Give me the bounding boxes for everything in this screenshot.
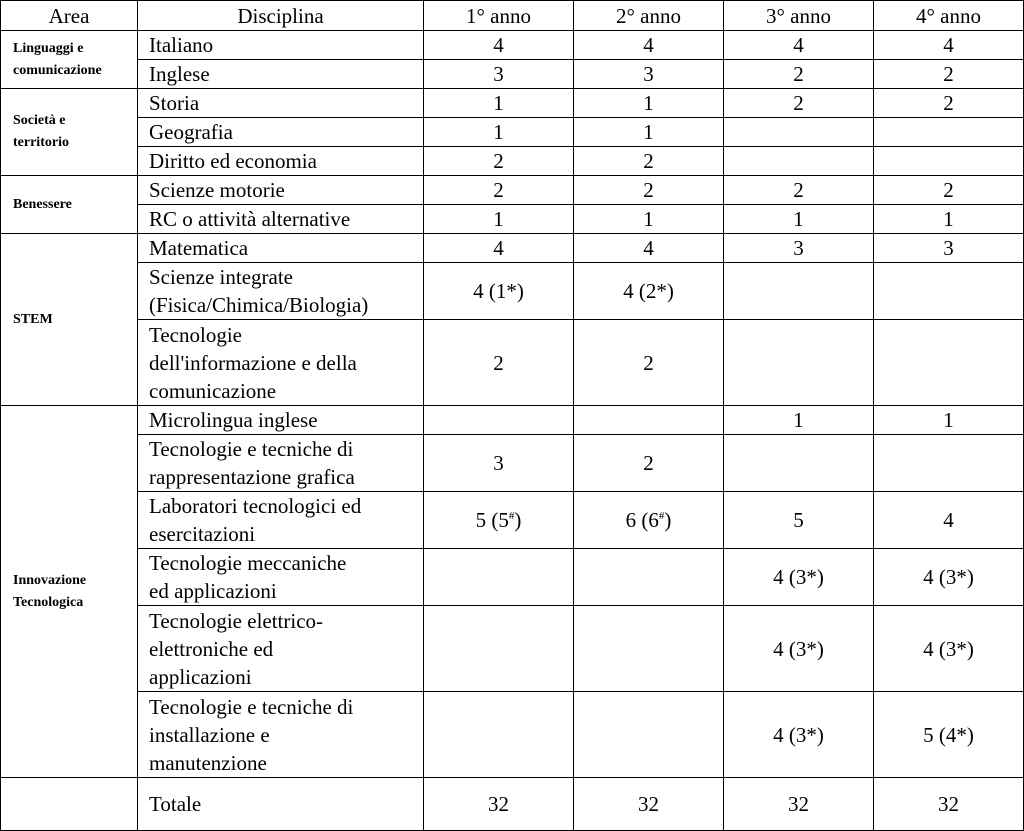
disciplina-cell bbox=[138, 31, 424, 60]
ore-anno-2 bbox=[574, 549, 724, 606]
area-innovazione-tecnologica bbox=[1, 406, 138, 778]
disciplina-line: Tecnologie bbox=[149, 322, 242, 347]
area-label-line: territorio bbox=[13, 135, 69, 150]
disciplina-cell bbox=[138, 492, 424, 549]
total-anno-3: 32 bbox=[724, 778, 874, 831]
disciplina-cell bbox=[138, 147, 424, 176]
ore-anno-4 bbox=[874, 147, 1024, 176]
header-row bbox=[1, 1, 1024, 31]
ore-anno-1: 2 bbox=[424, 147, 574, 176]
disciplina-cell bbox=[138, 234, 424, 263]
disciplina-line: Tecnologie e tecniche di bbox=[149, 437, 354, 461]
total-anno-2: 32 bbox=[574, 778, 724, 831]
disciplina-line: Geografia bbox=[149, 120, 233, 144]
ore-anno-3 bbox=[724, 320, 874, 406]
table-row bbox=[1, 205, 1024, 234]
table-row bbox=[1, 60, 1024, 89]
ore-anno-4: 5 (4*) bbox=[874, 692, 1024, 778]
ore-anno-4: 4 (3*) bbox=[874, 606, 1024, 692]
header-disciplina: Disciplina bbox=[138, 1, 424, 31]
ore-anno-4: 3 bbox=[874, 234, 1024, 263]
area-label-line: Innovazione bbox=[13, 572, 87, 588]
disciplina-cell bbox=[138, 89, 424, 118]
table-row bbox=[1, 320, 1024, 406]
ore-anno-2: 2 bbox=[574, 147, 724, 176]
ore-anno-2: 2 bbox=[574, 435, 724, 492]
disciplina-cell bbox=[138, 60, 424, 89]
disciplina-line: Storia bbox=[149, 91, 200, 115]
disciplina-cell bbox=[138, 118, 424, 147]
ore-anno-4 bbox=[874, 435, 1024, 492]
ore-anno-2 bbox=[574, 692, 724, 778]
disciplina-line: Tecnologie elettrico- bbox=[149, 608, 324, 633]
disciplina-cell bbox=[138, 320, 424, 406]
header-anno-1: 1° anno bbox=[424, 1, 574, 31]
table-row bbox=[1, 406, 1024, 435]
disciplina-line: Scienze motorie bbox=[149, 178, 285, 202]
disciplina-line: Italiano bbox=[149, 33, 214, 57]
total-anno-1: 32 bbox=[424, 778, 574, 831]
ore-anno-4 bbox=[874, 118, 1024, 147]
ore-anno-2 bbox=[574, 406, 724, 435]
disciplina-line: Matematica bbox=[149, 236, 249, 260]
ore-anno-1: 2 bbox=[424, 320, 574, 406]
ore-anno-1: 5 (5#) bbox=[424, 492, 574, 549]
table-row bbox=[1, 492, 1024, 549]
ore-anno-2: 1 bbox=[574, 89, 724, 118]
disciplina-line: Inglese bbox=[149, 62, 210, 86]
total-label: Totale bbox=[138, 778, 424, 831]
disciplina-cell bbox=[138, 406, 424, 435]
table-row bbox=[1, 89, 1024, 118]
area-label-line: Linguaggi e bbox=[13, 40, 84, 56]
ore-anno-4: 1 bbox=[874, 406, 1024, 435]
ore-anno-1: 4 bbox=[424, 31, 574, 60]
ore-anno-3: 4 (3*) bbox=[724, 549, 874, 606]
disciplina-line: manutenzione bbox=[149, 750, 267, 775]
ore-anno-2: 4 bbox=[574, 234, 724, 263]
ore-anno-3: 4 bbox=[724, 31, 874, 60]
disciplina-line: applicazioni bbox=[149, 664, 252, 689]
disciplina-line: Laboratori tecnologici ed bbox=[149, 494, 362, 518]
ore-anno-2: 1 bbox=[574, 205, 724, 234]
disciplina-line: Microlingua inglese bbox=[149, 408, 318, 432]
ore-anno-1 bbox=[424, 549, 574, 606]
table-row bbox=[1, 147, 1024, 176]
disciplina-cell bbox=[138, 606, 424, 692]
ore-anno-1 bbox=[424, 406, 574, 435]
table-row bbox=[1, 176, 1024, 205]
ore-anno-2: 2 bbox=[574, 176, 724, 205]
disciplina-cell bbox=[138, 263, 424, 320]
ore-anno-1: 2 bbox=[424, 176, 574, 205]
area-label-line: comunicazione bbox=[13, 62, 102, 78]
ore-anno-3: 3 bbox=[724, 234, 874, 263]
area-linguaggi-comunicazione bbox=[1, 31, 138, 89]
ore-anno-4: 4 bbox=[874, 492, 1024, 549]
ore-anno-4: 2 bbox=[874, 60, 1024, 89]
disciplina-line: Diritto ed economia bbox=[149, 149, 317, 173]
disciplina-cell bbox=[138, 549, 424, 606]
disciplina-cell bbox=[138, 176, 424, 205]
header-anno-3: 3° anno bbox=[724, 1, 874, 31]
disciplina-line: rappresentazione grafica bbox=[149, 465, 355, 489]
ore-anno-3: 4 (3*) bbox=[724, 692, 874, 778]
ore-anno-1: 1 bbox=[424, 118, 574, 147]
table-row bbox=[1, 263, 1024, 320]
ore-anno-3: 1 bbox=[724, 205, 874, 234]
ore-anno-2: 3 bbox=[574, 60, 724, 89]
ore-anno-4: 1 bbox=[874, 205, 1024, 234]
header-anno-2: 2° anno bbox=[574, 1, 724, 31]
header-area: Area bbox=[1, 1, 138, 31]
ore-anno-3 bbox=[724, 263, 874, 320]
ore-anno-2 bbox=[574, 606, 724, 692]
ore-anno-2: 1 bbox=[574, 118, 724, 147]
disciplina-line: comunicazione bbox=[149, 378, 277, 403]
disciplina-line: RC o attività alternative bbox=[149, 207, 351, 231]
ore-anno-3: 2 bbox=[724, 89, 874, 118]
area-label-line: Società e bbox=[13, 113, 66, 128]
ore-anno-4: 4 (3*) bbox=[874, 549, 1024, 606]
area-benessere bbox=[1, 176, 138, 234]
area-label-line: Tecnologica bbox=[13, 594, 84, 610]
ore-anno-2: 4 bbox=[574, 31, 724, 60]
disciplina-line: Tecnologie meccaniche bbox=[149, 551, 347, 575]
ore-anno-1: 1 bbox=[424, 205, 574, 234]
total-anno-4: 32 bbox=[874, 778, 1024, 831]
ore-anno-1: 4 bbox=[424, 234, 574, 263]
disciplina-line: (Fisica/Chimica/Biologia) bbox=[149, 293, 369, 317]
disciplina-line: dell'informazione e della bbox=[149, 350, 357, 375]
header-anno-4: 4° anno bbox=[874, 1, 1024, 31]
ore-anno-1 bbox=[424, 692, 574, 778]
table-row bbox=[1, 606, 1024, 692]
ore-anno-2: 4 (2*) bbox=[574, 263, 724, 320]
area-societa-territorio bbox=[1, 89, 138, 176]
ore-anno-4 bbox=[874, 263, 1024, 320]
ore-anno-3 bbox=[724, 435, 874, 492]
ore-anno-1 bbox=[424, 606, 574, 692]
disciplina-cell bbox=[138, 435, 424, 492]
ore-anno-3: 1 bbox=[724, 406, 874, 435]
ore-anno-4: 2 bbox=[874, 176, 1024, 205]
area-stem bbox=[1, 234, 138, 406]
area-label-line: Benessere bbox=[13, 196, 72, 212]
disciplina-line: esercitazioni bbox=[149, 522, 256, 546]
ore-anno-3: 5 bbox=[724, 492, 874, 549]
ore-anno-2: 6 (6#) bbox=[574, 492, 724, 549]
disciplina-cell bbox=[138, 205, 424, 234]
disciplina-line: installazione e bbox=[149, 722, 270, 747]
disciplina-line: Scienze integrate bbox=[149, 265, 294, 289]
ore-anno-3: 2 bbox=[724, 60, 874, 89]
ore-anno-3: 2 bbox=[724, 176, 874, 205]
table-row bbox=[1, 692, 1024, 778]
ore-anno-4: 2 bbox=[874, 89, 1024, 118]
ore-anno-3 bbox=[724, 147, 874, 176]
disciplina-line: elettroniche ed bbox=[149, 636, 274, 661]
ore-anno-1: 3 bbox=[424, 435, 574, 492]
disciplina-line: ed applicazioni bbox=[149, 579, 277, 603]
ore-anno-1: 3 bbox=[424, 60, 574, 89]
ore-anno-4: 4 bbox=[874, 31, 1024, 60]
ore-anno-4 bbox=[874, 320, 1024, 406]
area-label-line: STEM bbox=[13, 311, 53, 327]
table-row bbox=[1, 118, 1024, 147]
disciplina-cell bbox=[138, 692, 424, 778]
ore-anno-2: 2 bbox=[574, 320, 724, 406]
ore-anno-3 bbox=[724, 118, 874, 147]
ore-anno-1: 1 bbox=[424, 89, 574, 118]
table-row bbox=[1, 31, 1024, 60]
table-row bbox=[1, 435, 1024, 492]
disciplina-line: Tecnologie e tecniche di bbox=[149, 694, 354, 719]
table-row bbox=[1, 234, 1024, 263]
ore-anno-3: 4 (3*) bbox=[724, 606, 874, 692]
ore-anno-1: 4 (1*) bbox=[424, 263, 574, 320]
table-row bbox=[1, 549, 1024, 606]
